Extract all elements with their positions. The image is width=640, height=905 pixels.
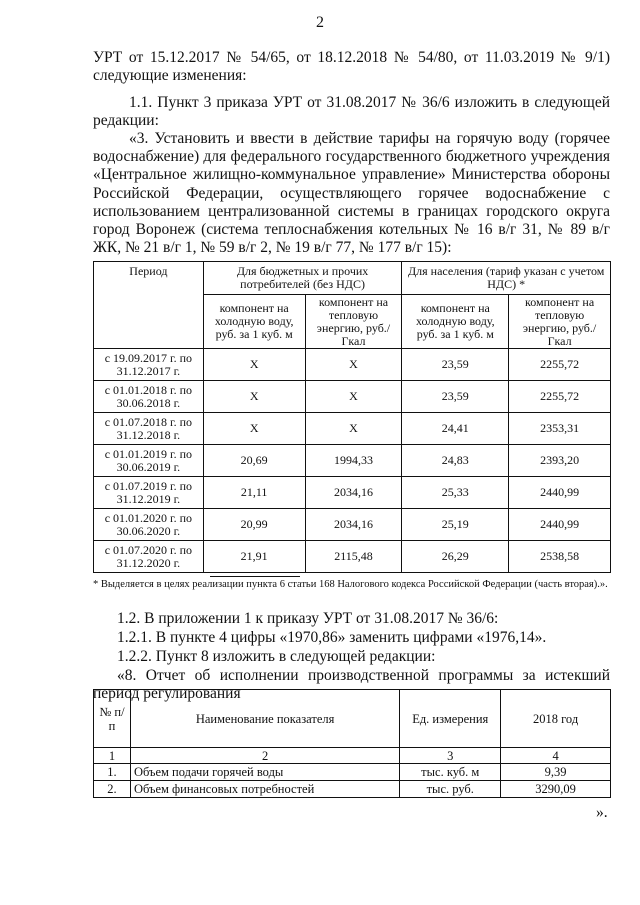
population-cold-cell: 25,19 (402, 509, 509, 541)
budget-heat-cell: 2034,16 (305, 509, 402, 541)
unit-cell: тыс. куб. м (400, 764, 501, 781)
value-cell: 3290,09 (501, 781, 611, 798)
period-cell: с 01.01.2019 г. по 30.06.2019 г. (94, 445, 204, 477)
population-heat-cell: 2353,31 (509, 413, 611, 445)
population-cold-cell: 25,33 (402, 477, 509, 509)
population-cold-cell: 23,59 (402, 381, 509, 413)
budget-cold-cell: Х (203, 413, 305, 445)
indicator-name: Объем подачи горячей воды (130, 764, 399, 781)
header-year: 2018 год (501, 690, 611, 748)
header-indicator: Наименование показателя (130, 690, 399, 748)
period-cell: с 01.07.2020 г. по 31.12.2020 г. (94, 541, 204, 573)
header-period: Период (94, 262, 204, 349)
page-number: 2 (316, 14, 324, 31)
population-heat-cell: 2255,72 (509, 381, 611, 413)
budget-heat-cell: 2115,48 (305, 541, 402, 573)
period-cell: с 01.01.2020 г. по 30.06.2020 г. (94, 509, 204, 541)
item-8-report-title: «8. Отчет об исполнении производственной программы за истекший период регулирования (93, 667, 610, 703)
population-heat-cell: 2393,20 (509, 445, 611, 477)
period-cell: с 19.09.2017 г. по 31.12.2017 г. (94, 349, 204, 381)
closing-quote: ». (596, 804, 608, 821)
budget-heat-cell: Х (305, 381, 402, 413)
row-number: 2. (94, 781, 131, 798)
row-number: 1. (94, 764, 131, 781)
budget-cold-cell: 21,11 (203, 477, 305, 509)
header-budget-heat: компонент на тепловую энергию, руб./Гкал (305, 295, 402, 349)
item-1-2: 1.2. В приложении 1 к приказу УРТ от 31.08.2017 № 36/6: (117, 610, 499, 627)
numbering-cell: 2 (130, 748, 399, 764)
item-1-2-2: 1.2.2. Пункт 8 изложить в следующей редакции: (117, 648, 436, 665)
budget-heat-cell: Х (305, 413, 402, 445)
period-cell: с 01.07.2018 г. по 31.12.2018 г. (94, 413, 204, 445)
budget-cold-cell: 20,69 (203, 445, 305, 477)
header-population-cold: компонент на холодную воду, руб. за 1 куб. м (402, 295, 509, 349)
header-unit: Ед. измерения (400, 690, 501, 748)
item-1-2-1: 1.2.1. В пункте 4 цифры «1970,86» заменить цифрами «1976,14». (117, 629, 547, 646)
numbering-cell: 1 (94, 748, 131, 764)
budget-cold-cell: Х (203, 381, 305, 413)
period-cell: с 01.01.2018 г. по 30.06.2018 г. (94, 381, 204, 413)
paragraph-1-1: 1.1. Пункт 3 приказа УРТ от 31.08.2017 № 36/6 изложить в следующей редакции: (93, 94, 610, 130)
population-heat-cell: 2538,58 (509, 541, 611, 573)
footnote-separator (210, 576, 300, 577)
header-population-heat: компонент на тепловую энергию, руб./Гкал (509, 295, 611, 349)
population-cold-cell: 24,83 (402, 445, 509, 477)
header-population-group: Для населения (тариф указан с учетом НДС) * (402, 262, 611, 295)
budget-cold-cell: 21,91 (203, 541, 305, 573)
budget-cold-cell: Х (203, 349, 305, 381)
numbering-cell: 4 (501, 748, 611, 764)
population-heat-cell: 2255,72 (509, 349, 611, 381)
budget-cold-cell: 20,99 (203, 509, 305, 541)
paragraph-tariff-clause: «3. Установить и ввести в действие тарифы на горячую воду (горячее водоснабжение) для федерального государственного бюджетного учреждения «Центральное жилищно-коммунальное управление» Министерства обороны Российской Федерации, осуществляющего горячее водоснабжение с использованием централизованной системы в границах городского округа город Воронеж (система теплоснабжения котельных № 16 в/г 31, № 89 в/г ЖК, № 21 в/г 1, № 59 в/г 2, № 19 в/г 77, № 177 в/г 15): (93, 130, 610, 257)
budget-heat-cell: 2034,16 (305, 477, 402, 509)
paragraph-intro: УРТ от 15.12.2017 № 54/65, от 18.12.2018 № 54/80, от 11.03.2019 № 9/1) следующие изменения: (93, 49, 610, 85)
budget-heat-cell: 1994,33 (305, 445, 402, 477)
report-table (93, 689, 611, 798)
unit-cell: тыс. руб. (400, 781, 501, 798)
header-budget-group: Для бюджетных и прочих потребителей (без НДС) (203, 262, 402, 295)
population-heat-cell: 2440,99 (509, 477, 611, 509)
header-number: № п/п (94, 690, 131, 748)
numbering-cell: 3 (400, 748, 501, 764)
population-cold-cell: 26,29 (402, 541, 509, 573)
period-cell: с 01.07.2019 г. по 31.12.2019 г. (94, 477, 204, 509)
footnote: * Выделяется в целях реализации пункта 6 статьи 168 Налогового кодекса Российской Федерации (часть вторая).». (93, 579, 608, 590)
header-budget-cold: компонент на холодную воду, руб. за 1 куб. м (203, 295, 305, 349)
population-cold-cell: 24,41 (402, 413, 509, 445)
indicator-name: Объем финансовых потребностей (130, 781, 399, 798)
tariff-table (93, 261, 611, 573)
population-heat-cell: 2440,99 (509, 509, 611, 541)
value-cell: 9,39 (501, 764, 611, 781)
population-cold-cell: 23,59 (402, 349, 509, 381)
budget-heat-cell: Х (305, 349, 402, 381)
